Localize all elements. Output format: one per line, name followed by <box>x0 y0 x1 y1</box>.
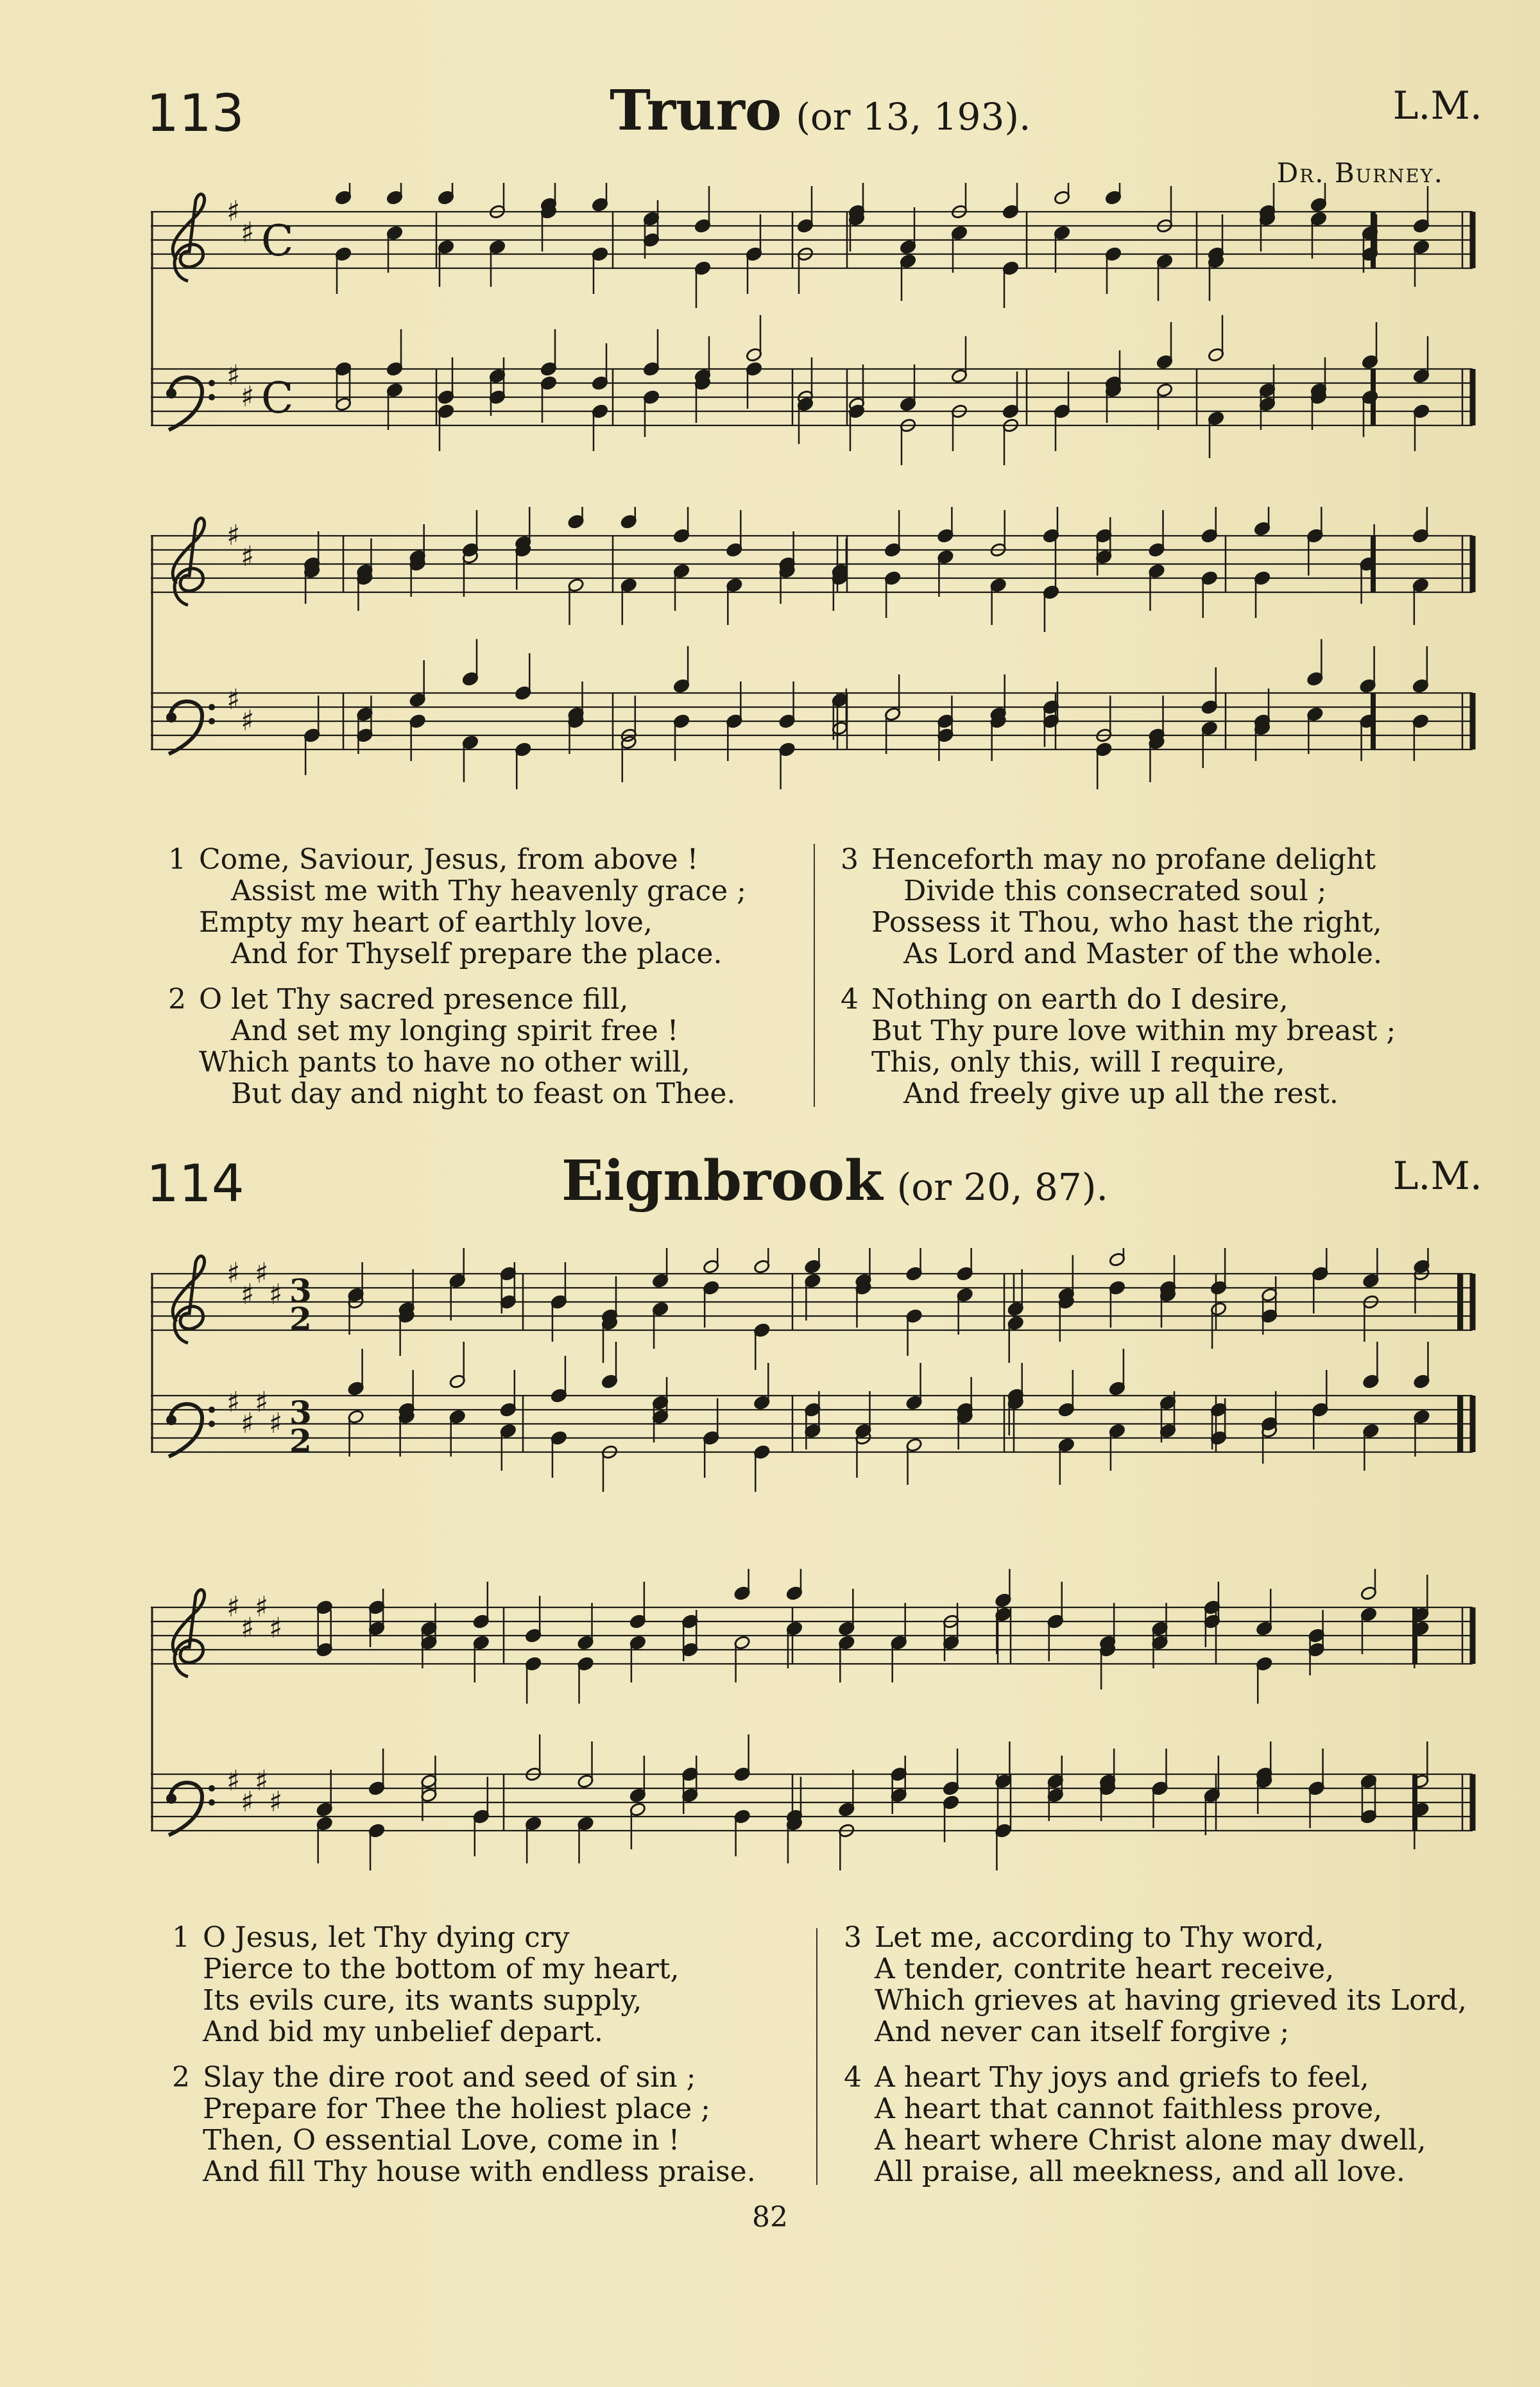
bass-clef-icon <box>169 377 202 430</box>
bass-clef-dot <box>209 704 215 710</box>
time-signature-top: 3 <box>289 1394 312 1432</box>
verse-line: A heart that cannot faithless prove, <box>875 2092 1383 2125</box>
verse-line: A heart where Christ alone may dwell, <box>875 2124 1426 2157</box>
verse-line: And never can itself forgive ; <box>875 2015 1290 2048</box>
sharp-icon: ♯ <box>227 1765 241 1797</box>
time-signature-top: 3 <box>289 1272 312 1310</box>
bass-clef-dot <box>166 1415 176 1425</box>
bass-clef-dot <box>209 1785 215 1792</box>
sharp-icon: ♯ <box>241 1407 255 1440</box>
bass-clef-dot <box>209 380 215 386</box>
score-svg <box>151 1569 1485 1903</box>
sharp-icon: ♯ <box>255 1765 269 1797</box>
verse-line: Divide this consecrated soul ; <box>903 875 1327 907</box>
bass-staff <box>151 1734 1473 1870</box>
sharp-icon: ♯ <box>227 683 241 716</box>
verse-number: 1 <box>168 843 186 876</box>
score-svg <box>151 183 1485 491</box>
treble-staff <box>151 183 1473 308</box>
verse-number: 4 <box>844 2061 862 2094</box>
verse-line: Henceforth may no profane delight <box>871 843 1376 876</box>
verse-line: But day and night to feast on Thee. <box>231 1077 736 1110</box>
verse-line: A tender, contrite heart receive, <box>875 1953 1335 1985</box>
hymn-114-header <box>0 1149 1540 1231</box>
hymn-number: 114 <box>146 1154 244 1213</box>
verse-line: Its evils cure, its wants supply, <box>203 1984 642 2017</box>
verse-2 <box>172 2062 756 2187</box>
verse-line: Let me, according to Thy word, <box>875 1921 1324 1954</box>
verse-3 <box>844 1922 1467 2048</box>
bass-clef-icon <box>169 701 202 754</box>
column-divider <box>816 1928 817 2185</box>
verse-line: But Thy pure love within my breast ; <box>871 1014 1396 1047</box>
time-signature-bottom: 2 <box>289 1422 312 1460</box>
verse-line: Prepare for Thee the holiest place ; <box>203 2092 710 2125</box>
verse-line: And for Thyself prepare the place. <box>231 937 723 970</box>
sharp-icon: ♯ <box>269 1407 283 1440</box>
verse-1 <box>172 1922 756 2048</box>
verse-line: And freely give up all the rest. <box>903 1077 1339 1110</box>
sharp-icon: ♯ <box>227 1386 241 1419</box>
verse-line: This, only this, will I require, <box>871 1046 1285 1079</box>
sharp-icon: ♯ <box>241 216 255 249</box>
verse-2 <box>168 984 746 1109</box>
verse-line: Pierce to the bottom of my heart, <box>203 1953 680 1985</box>
bass-clef-icon <box>169 1404 202 1457</box>
verse-line: Then, O essential Love, come in ! <box>203 2124 680 2157</box>
verse-number: 2 <box>168 983 186 1016</box>
hymn-title <box>610 78 1031 143</box>
treble-staff <box>151 1248 1473 1370</box>
verse-line: Nothing on earth do I desire, <box>871 983 1288 1016</box>
bass-clef-icon <box>169 1783 202 1835</box>
treble-staff <box>151 1569 1473 1704</box>
tune-alternatives: (or 20, 87). <box>896 1165 1108 1209</box>
bass-clef-dot <box>209 1407 215 1413</box>
tune-name: Truro <box>610 78 782 143</box>
sharp-icon: ♯ <box>269 1612 283 1645</box>
bass-clef-dot <box>166 1793 176 1804</box>
sharp-icon: ♯ <box>269 1786 283 1818</box>
common-time-icon: C <box>261 373 294 423</box>
hymn-number: 113 <box>146 83 244 143</box>
verse-line: Slay the dire root and seed of sin ; <box>203 2061 696 2094</box>
verse-number: 1 <box>172 1921 190 1954</box>
verse-column-right <box>841 844 1396 1124</box>
verse-line: O Jesus, let Thy dying cry <box>203 1921 570 1954</box>
sharp-icon: ♯ <box>241 1612 255 1645</box>
treble-staff <box>151 507 1473 632</box>
verse-number: 3 <box>844 1921 862 1954</box>
meter-label: L.M. <box>1392 83 1482 128</box>
verse-4 <box>844 2062 1467 2187</box>
score-svg <box>151 1248 1485 1524</box>
bass-clef-dot <box>209 394 215 400</box>
bass-clef-dot <box>209 718 215 724</box>
verse-number: 4 <box>841 983 859 1016</box>
sharp-icon: ♯ <box>227 1591 241 1623</box>
score-svg <box>151 507 1485 815</box>
sharp-icon: ♯ <box>241 1786 255 1818</box>
verse-line: Which grieves at having grieved its Lord, <box>875 1984 1467 2017</box>
composer-credit: Dr. Burney. <box>1276 157 1444 189</box>
verse-column-right <box>844 1922 1467 2202</box>
bass-clef-dot <box>166 712 176 723</box>
sharp-icon: ♯ <box>255 1386 269 1419</box>
verse-line: Which pants to have no other will, <box>199 1046 690 1079</box>
verse-number: 3 <box>841 843 859 876</box>
sharp-icon: ♯ <box>241 540 255 573</box>
verse-number: 2 <box>172 2061 190 2094</box>
sharp-icon: ♯ <box>255 1257 269 1290</box>
verse-line: Assist me with Thy heavenly grace ; <box>231 875 746 907</box>
bass-staff <box>151 639 1473 789</box>
bass-clef-dot <box>209 1799 215 1806</box>
music-system-114-2 <box>151 1569 1485 1903</box>
sharp-icon: ♯ <box>241 1278 255 1311</box>
time-signature-bottom: 2 <box>289 1300 312 1338</box>
verse-3 <box>841 844 1396 970</box>
sharp-icon: ♯ <box>227 195 241 228</box>
verse-line: A heart Thy joys and griefs to feel, <box>875 2061 1369 2094</box>
tune-alternatives: (or 13, 193). <box>796 95 1031 139</box>
bass-staff <box>151 315 1473 465</box>
verse-line: O let Thy sacred presence fill, <box>199 983 629 1016</box>
verse-line: And bid my unbelief depart. <box>203 2015 603 2048</box>
music-system-113-2 <box>151 507 1485 815</box>
tune-name: Eignbrook <box>561 1149 883 1213</box>
verse-column-left <box>168 844 746 1124</box>
verse-line: And fill Thy house with endless praise. <box>203 2155 756 2188</box>
sharp-icon: ♯ <box>269 1278 283 1311</box>
verse-1 <box>168 844 746 970</box>
verse-line: And set my longing spirit free ! <box>231 1014 679 1047</box>
column-divider <box>814 844 815 1107</box>
sharp-icon: ♯ <box>227 1257 241 1290</box>
verse-line: Empty my heart of earthly love, <box>199 906 653 939</box>
hymn-113-header <box>0 78 1540 160</box>
sharp-icon: ♯ <box>227 519 241 552</box>
meter-label: L.M. <box>1392 1154 1482 1199</box>
music-system-114-1 <box>151 1248 1485 1524</box>
verse-line: As Lord and Master of the whole. <box>903 937 1382 970</box>
hymn-title <box>561 1149 1108 1213</box>
sharp-icon: ♯ <box>227 359 241 392</box>
sharp-icon: ♯ <box>255 1591 269 1623</box>
music-system-113-1 <box>151 183 1485 491</box>
sharp-icon: ♯ <box>241 381 255 413</box>
common-time-icon: C <box>261 216 294 266</box>
verse-column-left <box>172 1922 756 2202</box>
verse-line: All praise, all meekness, and all love. <box>875 2155 1405 2188</box>
page-number: 82 <box>752 2201 788 2234</box>
bass-staff <box>151 1342 1473 1492</box>
bass-clef-dot <box>209 1421 215 1427</box>
bass-clef-dot <box>166 388 176 398</box>
verse-line: Come, Saviour, Jesus, from above ! <box>199 843 699 876</box>
verse-4 <box>841 984 1396 1109</box>
verse-line: Possess it Thou, who hast the right, <box>871 906 1382 939</box>
sharp-icon: ♯ <box>241 705 255 737</box>
